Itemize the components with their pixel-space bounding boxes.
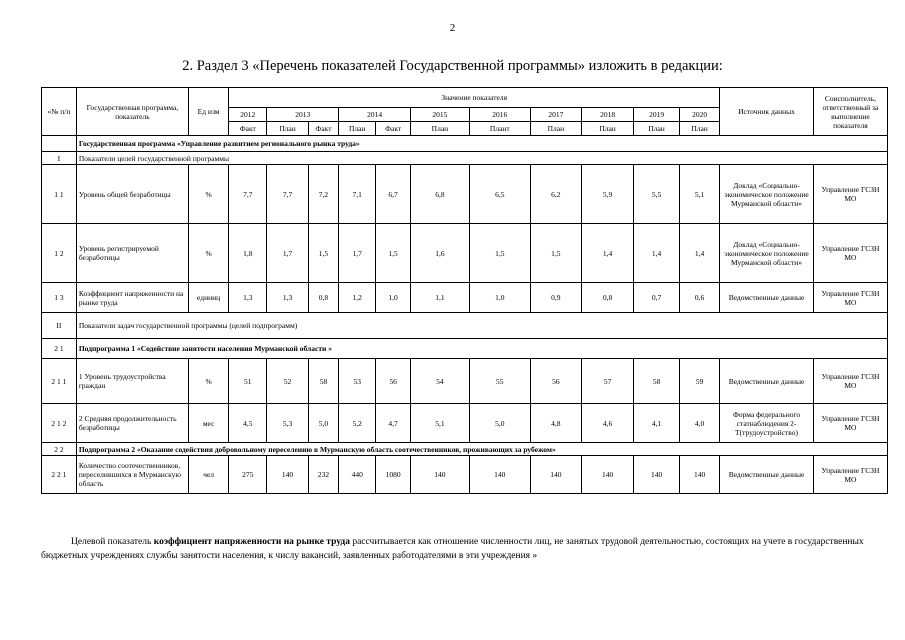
- executor: Управление ГСЗН МО: [813, 456, 887, 494]
- executor: Управление ГСЗН МО: [813, 165, 887, 224]
- sub-header: План: [634, 122, 680, 136]
- data-source: Доклад «Социально-экономическое положение Мурманской области»: [720, 224, 814, 283]
- indicator-value: 54: [411, 359, 470, 404]
- footnote-paragraph: [41, 535, 888, 563]
- indicator-value: 5,0: [469, 404, 530, 443]
- indicator-value: 275: [229, 456, 267, 494]
- indicator-value: 0,8: [581, 283, 633, 313]
- indicator-value: 140: [679, 456, 719, 494]
- indicator-value: 4,1: [634, 404, 680, 443]
- indicator-value: 4,0: [679, 404, 719, 443]
- indicator-name: Уровень регистрируемой безработицы: [76, 224, 188, 283]
- year-header: 2017: [530, 108, 581, 122]
- executor: Управление ГСЗН МО: [813, 224, 887, 283]
- indicator-value: 1,7: [267, 224, 308, 283]
- indicator-value: 7,7: [267, 165, 308, 224]
- page-number: 2: [449, 22, 456, 34]
- data-source: Ведомственные данные: [720, 283, 814, 313]
- indicator-value: 1,4: [679, 224, 719, 283]
- sub-header: Факт: [376, 122, 411, 136]
- row-num: 2 1 2: [42, 404, 77, 443]
- section-title: Подпрограмма 2 «Оказание содействия добровольному переселению в Мурманскую область соотечественников, проживающих за рубежом»: [76, 443, 887, 456]
- indicator-value: 140: [581, 456, 633, 494]
- indicator-value: 440: [339, 456, 376, 494]
- indicator-name: 1 Уровень трудоустройства граждан: [76, 359, 188, 404]
- indicator-value: 7,2: [308, 165, 338, 224]
- year-header: 2018: [581, 108, 633, 122]
- indicator-value: 57: [581, 359, 633, 404]
- sub-header: План: [267, 122, 308, 136]
- indicator-value: 1080: [376, 456, 411, 494]
- indicator-value: 5,3: [267, 404, 308, 443]
- indicator-row: [42, 165, 888, 224]
- indicator-value: 140: [411, 456, 470, 494]
- executor: Управление ГСЗН МО: [813, 283, 887, 313]
- header-unit: Ед изм: [188, 88, 228, 136]
- header-name: Государственная программа, показатель: [76, 88, 188, 136]
- indicator-value: 1,4: [581, 224, 633, 283]
- section-title: Показатели задач государственной программы (целей подпрограмм): [76, 313, 887, 339]
- indicator-value: 1,7: [339, 224, 376, 283]
- year-header: 2013: [267, 108, 339, 122]
- header-num: «№ п/п: [42, 88, 77, 136]
- note-text-end: рассчитывается как отношение численности лиц, не занятых трудовой деятельностью, состоящих на учете в государственных бюджетных учреждениях службы занятости населения, к числу вакансий, заявленных работодателями в эти учреждения »: [41, 537, 864, 561]
- indicator-value: 0,6: [679, 283, 719, 313]
- indicator-unit: чел: [188, 456, 228, 494]
- indicators-table: [41, 87, 888, 494]
- sub-header: План: [339, 122, 376, 136]
- indicator-value: 1,5: [469, 224, 530, 283]
- row-num: II: [42, 313, 77, 339]
- indicator-value: 6,7: [376, 165, 411, 224]
- indicator-value: 1,8: [229, 224, 267, 283]
- table-body: [42, 88, 888, 494]
- indicator-name: Уровень общей безработицы: [76, 165, 188, 224]
- data-source: Форма федерального статнаблюдения 2-Т(трудоустройство): [720, 404, 814, 443]
- indicator-value: 1,0: [376, 283, 411, 313]
- sub-header: Факт: [229, 122, 267, 136]
- note-text-start: Целевой показатель: [71, 537, 154, 547]
- indicator-value: 0,8: [308, 283, 338, 313]
- indicator-value: 1,3: [229, 283, 267, 313]
- program-title: Государственная программа «Управление развитием регионального рынка труда»: [76, 136, 887, 152]
- indicator-value: 140: [634, 456, 680, 494]
- indicator-value: 5,1: [679, 165, 719, 224]
- header-source: Источник данных: [720, 88, 814, 136]
- indicator-value: 6,8: [411, 165, 470, 224]
- indicator-value: 5,1: [411, 404, 470, 443]
- note-bold-term: коэффициент напряженности на рынке труда: [153, 537, 350, 547]
- indicator-value: 59: [679, 359, 719, 404]
- section-row: [42, 152, 888, 165]
- indicator-value: 140: [267, 456, 308, 494]
- indicator-value: 1,2: [339, 283, 376, 313]
- indicator-value: 6,5: [469, 165, 530, 224]
- indicator-value: 5,0: [308, 404, 338, 443]
- row-num: 1 2: [42, 224, 77, 283]
- sub-header: План: [679, 122, 719, 136]
- data-source: Ведомственные данные: [720, 359, 814, 404]
- indicator-row: [42, 283, 888, 313]
- indicator-value: 4,6: [581, 404, 633, 443]
- sub-header: Факт: [308, 122, 338, 136]
- indicator-value: 5,9: [581, 165, 633, 224]
- header-row: [42, 88, 888, 108]
- indicator-value: 140: [469, 456, 530, 494]
- indicator-row: [42, 224, 888, 283]
- row-num: 2 1 1: [42, 359, 77, 404]
- indicator-value: 58: [308, 359, 338, 404]
- indicator-value: 4,8: [530, 404, 581, 443]
- indicator-value: 56: [530, 359, 581, 404]
- header-value: Значение показателя: [229, 88, 720, 108]
- row-num: 1 1: [42, 165, 77, 224]
- indicator-row: [42, 404, 888, 443]
- section-heading: 2. Раздел 3 «Перечень показателей Государственной программы» изложить в редакции:: [182, 58, 723, 74]
- indicator-value: 140: [530, 456, 581, 494]
- row-num: 2 2: [42, 443, 77, 456]
- indicator-name: Количество соотечественников, переселившихся в Мурманскую область: [76, 456, 188, 494]
- program-row: [42, 136, 888, 152]
- indicator-value: 232: [308, 456, 338, 494]
- indicator-value: 1,1: [411, 283, 470, 313]
- sub-header: План: [530, 122, 581, 136]
- section-title: Показатели целей государственной программы: [76, 152, 887, 165]
- section-row: [42, 313, 888, 339]
- row-num: 2 2 1: [42, 456, 77, 494]
- indicator-value: 52: [267, 359, 308, 404]
- row-num: 2 1: [42, 339, 77, 359]
- indicator-value: 0,9: [530, 283, 581, 313]
- indicator-name: 2 Средняя продолжительность безработицы: [76, 404, 188, 443]
- indicator-unit: %: [188, 224, 228, 283]
- section-row: [42, 443, 888, 456]
- sub-header: План: [411, 122, 470, 136]
- indicator-value: 4,7: [376, 404, 411, 443]
- executor: Управление ГСЗН МО: [813, 404, 887, 443]
- year-header: 2015: [411, 108, 470, 122]
- indicator-value: 51: [229, 359, 267, 404]
- indicator-value: 5,2: [339, 404, 376, 443]
- indicator-value: 1,6: [411, 224, 470, 283]
- indicator-value: 4,5: [229, 404, 267, 443]
- indicator-value: 53: [339, 359, 376, 404]
- year-header: 2020: [679, 108, 719, 122]
- row-num: I: [42, 152, 77, 165]
- indicator-unit: мес: [188, 404, 228, 443]
- executor: Управление ГСЗН МО: [813, 359, 887, 404]
- year-header: 2019: [634, 108, 680, 122]
- sub-header: План: [581, 122, 633, 136]
- indicator-value: 1,5: [308, 224, 338, 283]
- indicator-value: 7,7: [229, 165, 267, 224]
- header-executor: Соисполнитель, ответственный за выполнение показателя: [813, 88, 887, 136]
- indicator-unit: %: [188, 359, 228, 404]
- indicator-row: [42, 359, 888, 404]
- indicator-value: 7,1: [339, 165, 376, 224]
- indicator-value: 1,3: [267, 283, 308, 313]
- year-header: 2016: [469, 108, 530, 122]
- row-num: [42, 136, 77, 152]
- indicator-value: 1,0: [469, 283, 530, 313]
- year-header: 2012: [229, 108, 267, 122]
- indicator-value: 56: [376, 359, 411, 404]
- indicator-value: 1,5: [530, 224, 581, 283]
- section-row: [42, 339, 888, 359]
- data-source: Доклад «Социально-экономическое положение Мурманской области»: [720, 165, 814, 224]
- indicator-value: 1,5: [376, 224, 411, 283]
- indicator-value: 0,7: [634, 283, 680, 313]
- section-title: Подпрограмма 1 «Содействие занятости населения Мурманской области »: [76, 339, 887, 359]
- indicator-unit: %: [188, 165, 228, 224]
- indicator-value: 58: [634, 359, 680, 404]
- indicator-name: Коэффициент напряженности на рынке труда: [76, 283, 188, 313]
- year-header: 2014: [339, 108, 411, 122]
- indicator-value: 6,2: [530, 165, 581, 224]
- indicator-value: 1,4: [634, 224, 680, 283]
- indicator-value: 55: [469, 359, 530, 404]
- indicator-row: [42, 456, 888, 494]
- indicator-value: 5,5: [634, 165, 680, 224]
- data-source: Ведомственные данные: [720, 456, 814, 494]
- row-num: 1 3: [42, 283, 77, 313]
- indicator-unit: единиц: [188, 283, 228, 313]
- sub-header: Плант: [469, 122, 530, 136]
